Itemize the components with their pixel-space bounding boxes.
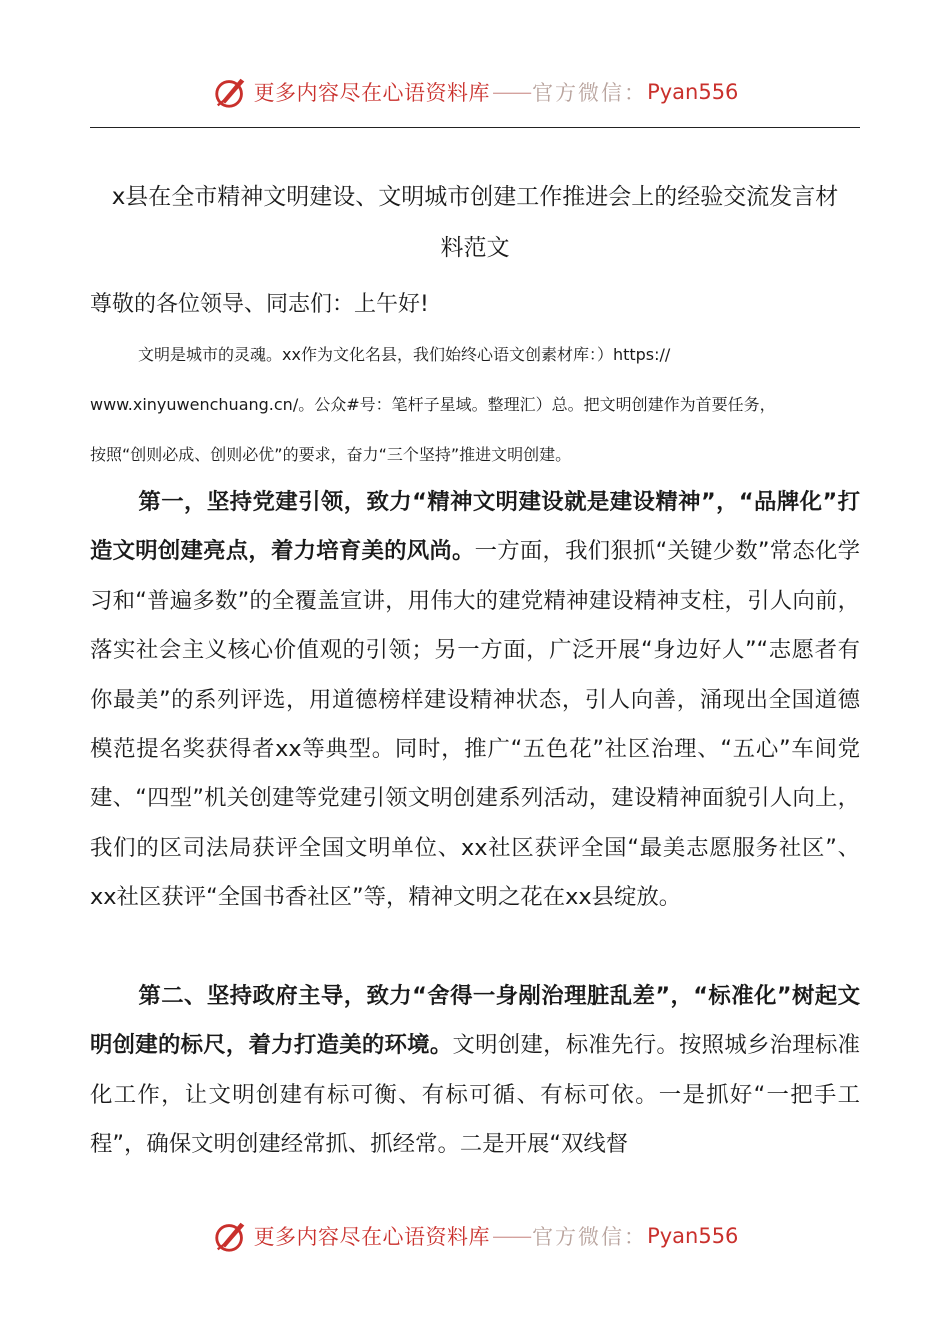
header-divider <box>90 127 860 128</box>
quill-logo-icon <box>212 1217 250 1255</box>
title-line-2: 料范文 <box>440 235 510 261</box>
watermark-wechat-label: 官方微信： <box>532 1225 648 1249</box>
watermark-text: 更多内容尽在心语资料库 <box>253 81 491 105</box>
watermark-dash: —— <box>492 80 531 104</box>
paragraph-second-heading: 第二、坚持政府主导，致力“舍得一身剐治理脏乱差”，“标准化”树起文明创建的标尺，着力打造美的环境。 <box>90 983 860 1059</box>
intro-line-3: 按照“创则必成、创则必优”的要求，奋力“三个坚持”推进文明创建。 <box>90 445 572 464</box>
paragraph-first <box>90 478 860 923</box>
intro-line-1: 文明是城市的灵魂。xx作为文化名县，我们始终心语文创素材库：）https:// <box>138 345 671 364</box>
watermark-header <box>0 70 950 114</box>
paragraph-second-text: 文明创建，标准先行。按照城乡治理标准化工作，让文明创建有标可衡、有标可循、有标可依。一是抓好“一把手工程”，确保文明创建经常抓、抓经常。二是开展“双线督 <box>90 1032 861 1158</box>
document-title <box>90 172 860 274</box>
quill-logo-icon <box>212 73 250 111</box>
paragraph-first-text: 一方面，我们狠抓“关键少数”常态化学习和“普遍多数”的全覆盖宣讲，用伟大的建党精神建设精神支柱，引人向前，落实社会主义核心价值观的引领；另一方面，广泛开展“身边好人”“志愿者有你最美”的系列评选，用道德榜样建设精神状态，引人向善，涌现出全国道德模范提名奖获得者xx等典型。同时，推广“五色花”社区治理、“五心”车间党建、“四型”机关创建等党建引领文明创建系列活动，建设精神面貌引人向上，我们的区司法局获评全国文明单位、xx社区获评全国“最美志愿服务社区”、xx社区获评“全国书香社区”等，精神文明之花在xx县绽放。 <box>90 538 860 911</box>
paragraph-second <box>90 972 860 1170</box>
greeting: 尊敬的各位领导、同志们：上午好! <box>90 292 429 317</box>
watermark-text: 更多内容尽在心语资料库 <box>253 1225 491 1249</box>
paragraph-first-heading: 第一，坚持党建引领，致力“精神文明建设就是建设精神”，“品牌化”打造文明创建亮点，着力培育美的风尚。 <box>90 489 860 565</box>
watermark-wechat-id: Pyan556 <box>647 80 739 104</box>
title-line-1: x县在全市精神文明建设、文明城市创建工作推进会上的经验交流发言材 <box>111 184 839 210</box>
watermark-wechat-id: Pyan556 <box>647 1224 739 1248</box>
watermark-wechat-label: 官方微信： <box>532 81 648 105</box>
intro-line-2: www.xinyuwenchuang.cn/。公众#号：笔杆子星域。整理汇）总。把文明创建作为首要任务， <box>90 395 776 414</box>
watermark-footer <box>0 1214 950 1258</box>
watermark-dash: —— <box>492 1224 531 1248</box>
intro-paragraph <box>90 330 860 480</box>
